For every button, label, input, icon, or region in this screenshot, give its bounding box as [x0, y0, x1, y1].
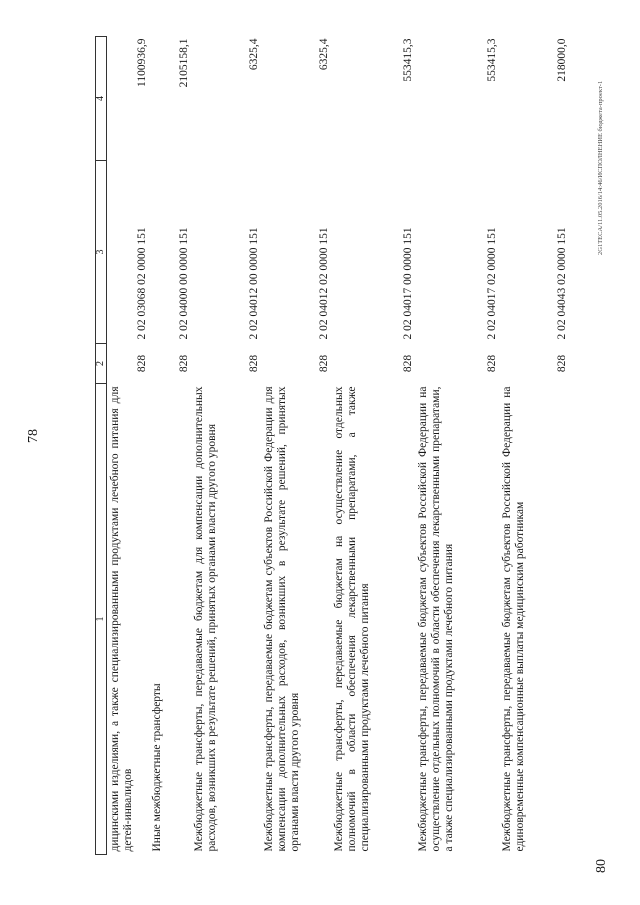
header-col-1: 1 — [96, 384, 107, 855]
table-row — [107, 37, 150, 855]
row-name: Межбюджетные трансферты, передаваемые бюджетам субъектов Российской Федерации для компенсации дополнительных расходов, возникших в результате решений, принятых органами власти другого уровня — [263, 386, 301, 852]
page-number-bottom: 80 — [594, 859, 609, 873]
header-col-4: 4 — [96, 37, 107, 161]
page-number-top: 78 — [26, 429, 41, 443]
row-admin-code: 828 — [402, 354, 414, 373]
row-budget-code: 2 02 03068 02 0000 151 — [136, 227, 148, 340]
row-name: Иные межбюджетные трансферты — [151, 683, 163, 852]
row-admin-code: 828 — [178, 354, 190, 373]
row-amount: 553415,3 — [402, 38, 414, 82]
row-budget-code: 2 02 04017 00 0000 151 — [402, 227, 414, 340]
row-amount: 6325,4 — [318, 38, 330, 71]
row-budget-code: 2 02 04012 00 0000 151 — [248, 227, 260, 340]
row-admin-code: 828 — [556, 354, 568, 373]
table-row — [331, 37, 415, 855]
row-name: Межбюджетные трансферты, передаваемые бюджетам субъектов Российской Федерации на осуществление отдельных полномочий в области обеспечения лекарственными препаратами, а также специализированными продуктами лечебного питания — [417, 386, 455, 852]
row-budget-code: 2 02 04012 02 0000 151 — [318, 227, 330, 340]
row-amount: 6325,4 — [248, 38, 260, 71]
header-col-3: 3 — [96, 161, 107, 344]
row-budget-code: 2 02 04017 02 0000 151 — [486, 227, 498, 340]
table-row — [149, 37, 191, 855]
header-col-2: 2 — [96, 344, 107, 384]
budget-table — [95, 36, 569, 855]
row-admin-code: 828 — [136, 354, 148, 373]
table-row — [499, 37, 569, 855]
row-name: Межбюджетные трансферты, передаваемые бюджетам субъектов Российской Федерации на единовременные компенсационные выплаты медицинским работникам — [501, 386, 526, 852]
row-amount: 553415,3 — [486, 38, 498, 82]
row-budget-code: 2 02 04000 00 0000 151 — [178, 227, 190, 340]
rotated-table-container — [95, 37, 592, 855]
row-admin-code: 828 — [318, 354, 330, 373]
row-amount: 218000,0 — [556, 38, 568, 82]
row-admin-code: 828 — [248, 354, 260, 373]
row-amount: 2105158,1 — [178, 38, 190, 88]
row-name: дицинскими изделиями, а также специализированными продуктами лечебного питания для детей-инвалидов — [109, 386, 134, 852]
row-amount: 1100936,9 — [136, 38, 148, 87]
table-row — [261, 37, 331, 855]
row-admin-code: 828 — [486, 354, 498, 373]
footer-file-note: 2G1TECA/11.05.2016/14:46/ИСПОЛНЕНИЕ бюджета-проект-1 — [597, 80, 604, 255]
row-budget-code: 2 02 04043 02 0000 151 — [556, 227, 568, 340]
row-name: Межбюджетные трансферты, передаваемые бюджетам на осуществление отдельных полномочий в области обеспечения лекарственными препаратами, а также специализированными продуктами лечебного питания — [333, 386, 371, 852]
table-header-row — [96, 37, 107, 855]
row-name: Межбюджетные трансферты, передаваемые бюджетам для компенсации дополнительных расходов, возникших в результате решений, принятых органами власти другого уровня — [193, 386, 218, 852]
table-row — [415, 37, 499, 855]
table-row — [191, 37, 261, 855]
